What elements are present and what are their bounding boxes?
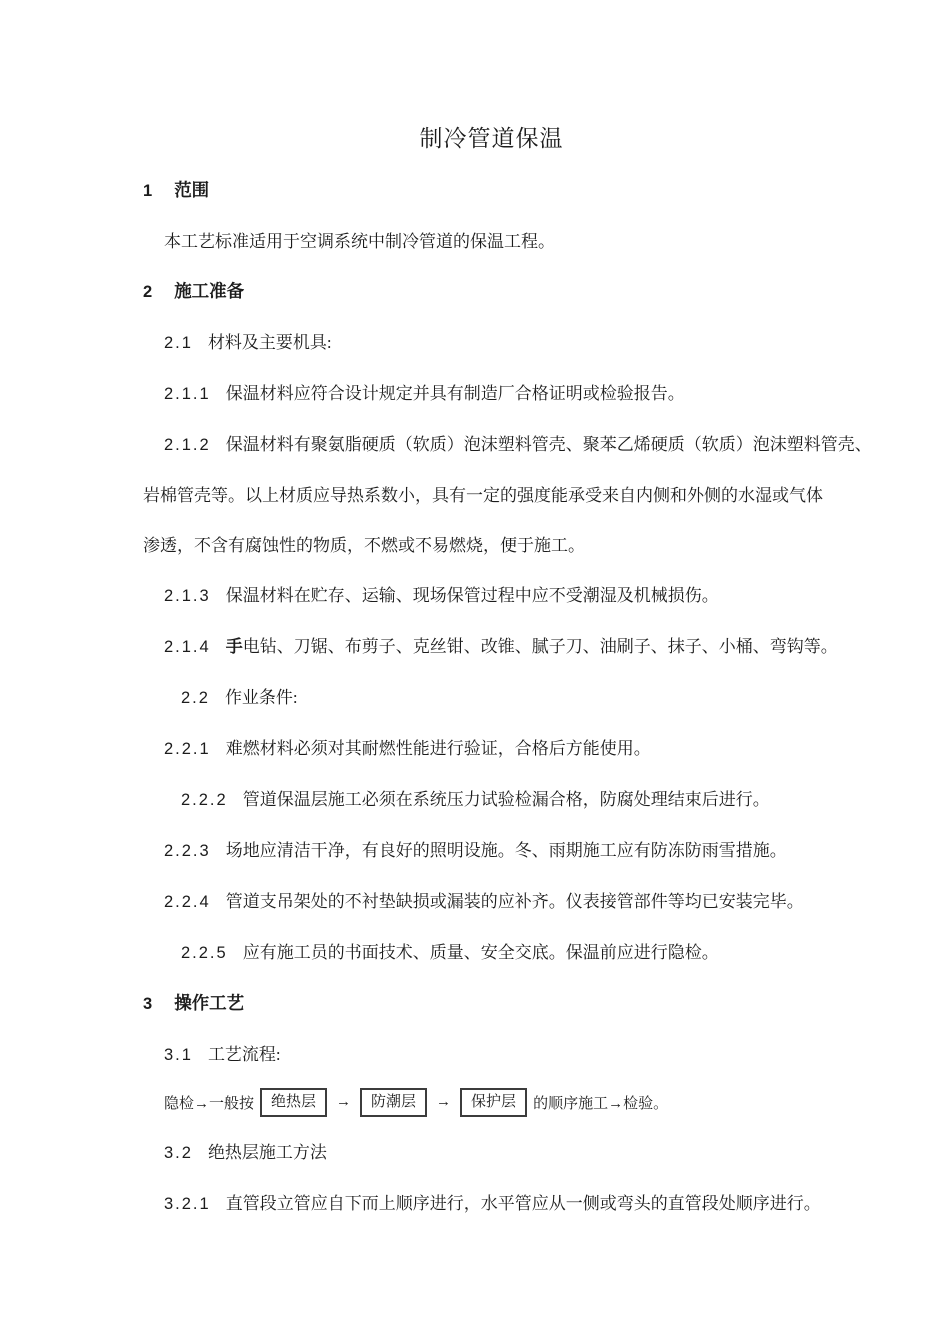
paragraph-number: 2.2.4: [164, 893, 211, 911]
paragraph-lead-bold: 手: [225, 637, 243, 656]
paragraph: [164, 737, 840, 761]
paragraph-number: 1: [143, 182, 153, 200]
paragraph-number: 2: [143, 283, 153, 301]
paragraph-text: 材料及主要机具:: [207, 333, 332, 352]
flow-step-box: 防潮层: [360, 1088, 427, 1117]
paragraph-number: 2.1.1: [164, 385, 211, 403]
paragraph-text: 作业条件:: [224, 688, 298, 707]
paragraph: [164, 584, 840, 608]
section-heading: [143, 280, 840, 304]
paragraph: [164, 382, 840, 406]
paragraph-number: 2.1.2: [164, 436, 211, 454]
paragraph-text: 绝热层施工方法: [207, 1143, 327, 1162]
flow-step-box: 保护层: [460, 1088, 527, 1117]
paragraph-text: 本工艺标准适用于空调系统中制冷管道的保温工程。: [164, 232, 555, 251]
paragraph-text: 场地应清洁干净，有良好的照明设施。冬、雨期施工应有防冻防雨雪措施。: [225, 841, 787, 860]
paragraph-text: 保温材料有聚氨脂硬质（软质）泡沫塑料管壳、聚苯乙烯硬质（软质）泡沫塑料管壳、: [225, 435, 872, 454]
paragraph-text: 操作工艺: [174, 993, 245, 1013]
paragraph-text: 保温材料在贮存、运输、现场保管过程中应不受潮湿及机械损伤。: [225, 586, 719, 605]
paragraph: [164, 331, 840, 355]
process-flow-line: [164, 1088, 840, 1117]
paragraph: [164, 839, 840, 863]
flow-suffix-text: 的顺序施工→检验。: [533, 1096, 669, 1112]
paragraph: [164, 635, 840, 659]
paragraph: [143, 534, 840, 557]
paragraph-number: 3.2.1: [164, 1195, 211, 1213]
paragraph-text: 应有施工员的书面技术、质量、安全交底。保温前应进行隐检。: [242, 943, 719, 962]
paragraph-text: 范围: [174, 180, 210, 200]
paragraph-number: 3.2: [164, 1144, 193, 1162]
paragraph-text: 岩棉管壳等。以上材质应导热系数小，具有一定的强度能承受来自内侧和外侧的水湿或气体: [143, 486, 823, 505]
paragraph-text: 施工准备: [174, 281, 245, 301]
paragraph-number: 2.2.5: [181, 944, 228, 962]
paragraph: [181, 788, 840, 812]
paragraph-text: 难燃材料必须对其耐燃性能进行验证，合格后方能使用。: [225, 739, 651, 758]
paragraph: [164, 1141, 840, 1165]
paragraph-text: 电钻、刀锯、布剪子、克丝钳、改锥、腻子刀、油刷子、抹子、小桶、弯钩等。: [242, 637, 838, 656]
paragraph: [164, 1043, 840, 1067]
paragraph-number: 2.2: [181, 689, 210, 707]
paragraph: [181, 941, 840, 965]
paragraph: [164, 890, 840, 914]
paragraph-text: 渗透，不含有腐蚀性的物质，不燃或不易燃烧，便于施工。: [143, 536, 585, 555]
paragraph: [143, 484, 840, 507]
paragraph-text: 直管段立管应自下而上顺序进行，水平管应从一侧或弯头的直管段处顺序进行。: [225, 1194, 821, 1213]
paragraph-number: 2.1.4: [164, 638, 211, 656]
paragraph: [164, 230, 840, 253]
paragraph-text: 工艺流程:: [207, 1045, 281, 1064]
section-heading: [143, 992, 840, 1016]
paragraph-number: 2.1: [164, 334, 193, 352]
paragraph: [181, 686, 840, 710]
flow-arrow-icon: →: [436, 1094, 452, 1110]
paragraph-text: 管道保温层施工必须在系统压力试验检漏合格，防腐处理结束后进行。: [242, 790, 770, 809]
flow-prefix-text: 隐检→一般按: [164, 1096, 255, 1112]
paragraph-number: 2.2.1: [164, 740, 211, 758]
paragraph: [164, 1192, 840, 1216]
paragraph-number: 2.2.2: [181, 791, 228, 809]
paragraph-text: 保温材料应符合设计规定并具有制造厂合格证明或检验报告。: [225, 384, 685, 403]
paragraph: [164, 433, 872, 457]
paragraph-number: 2.2.3: [164, 842, 211, 860]
document-body: [143, 179, 872, 1216]
paragraph-number: 3.1: [164, 1046, 193, 1064]
paragraph-text: 管道支吊架处的不衬垫缺损或漏装的应补齐。仪表接管部件等均已安装完毕。: [225, 892, 804, 911]
flow-arrow-icon: →: [336, 1094, 352, 1110]
paragraph-number: 2.1.3: [164, 587, 211, 605]
flow-step-box: 绝热层: [260, 1088, 327, 1117]
document-title: 制冷管道保温: [419, 126, 564, 151]
section-heading: [143, 179, 840, 203]
paragraph-number: 3: [143, 995, 153, 1013]
